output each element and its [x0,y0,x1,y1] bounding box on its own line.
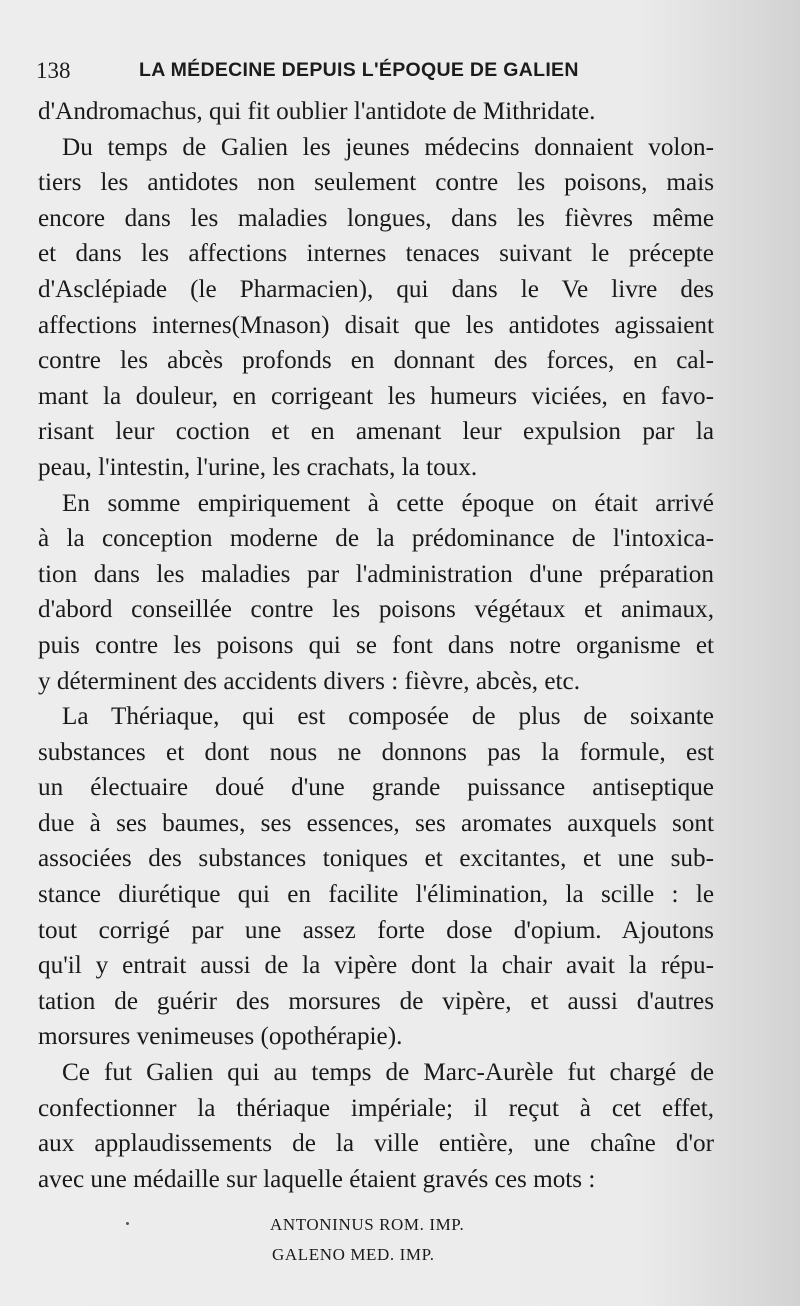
text-line: y déterminent des accidents divers : fièvre, abcès, etc. [38,667,580,695]
text-line: morsures venimeuses (opothérapie). [38,1023,403,1051]
inscription-line-2: GALENO MED. IMP. [272,1245,435,1264]
text-line: contre les abcès profonds en donnant des forces, en cal- [38,347,714,375]
text-line: d'abord conseillée contre les poisons végétaux et animaux, [38,596,714,624]
inscription-line-1: ANTONINUS ROM. IMP. [270,1215,465,1234]
text-line: puis contre les poisons qui se font dans notre organisme et [38,631,714,659]
page-header [36,58,736,88]
text-line: et dans les affections internes tenaces suivant le précepte [38,240,714,268]
paragraph [38,486,714,700]
text-line: un électuaire doué d'une grande puissance antiseptique [38,774,714,802]
text-line: d'Andromachus, qui fit oublier l'antidote de Mithridate. [38,98,596,125]
text-line: d'Asclépiade (le Pharmacien), qui dans le Ve livre des [38,275,714,303]
text-line: avec une médaille sur laquelle étaient gravés ces mots : [38,1165,596,1193]
text-line: mant la douleur, en corrigeant les humeurs viciées, en favo- [38,382,714,410]
text-line: encore dans les maladies longues, dans les fièvres même [38,204,714,232]
text-line: substances et dont nous ne donnons pas la formule, est [38,738,714,766]
text-line: Ce fut Galien qui au temps de Marc-Aurèle fut chargé de [62,1059,714,1087]
text-line: qu'il y entrait aussi de la vipère dont la chair avait la répu- [38,952,714,980]
text-line: stance diurétique qui en facilite l'élimination, la scille : le [38,881,714,909]
text-line: affections internes(Mnason) disait que les antidotes agissaient [38,311,714,339]
text-line: Du temps de Galien les jeunes médecins donnaient volon- [62,133,714,161]
text-line: risant leur coction et en amenant leur expulsion par la [38,418,714,446]
page-number: 138 [36,58,71,83]
paragraph [38,699,714,1055]
text-line: tation de guérir des morsures de vipère, et aussi d'autres [38,987,714,1015]
text-line: confectionner la thériaque impériale; il reçut à cet effet, [38,1094,714,1122]
body-text [38,94,714,1197]
text-line: associées des substances toniques et excitantes, et une sub- [38,845,714,873]
text-line: peau, l'intestin, l'urine, les crachats, la toux. [38,453,478,481]
text-line: tiers les antidotes non seulement contre les poisons, mais [38,169,714,197]
text-line: En somme empiriquement à cette époque on était arrivé [62,489,714,517]
running-title: LA MÉDECINE DEPUIS L'ÉPOQUE DE GALIEN [139,59,579,81]
text-line: aux applaudissements de la ville entière, une chaîne d'or [38,1130,714,1158]
paragraph [38,130,714,486]
text-line: due à ses baumes, ses essences, ses aromates auxquels sont [38,809,714,837]
text-line: tout corrigé par une assez forte dose d'opium. Ajoutons [38,916,714,944]
paragraph [38,1055,714,1197]
text-line: à la conception moderne de la prédominance de l'intoxica- [38,525,714,553]
paragraph [38,94,714,130]
text-line: tion dans les maladies par l'administration d'une préparation [38,560,714,588]
text-line: La Thériaque, qui est composée de plus de soixante [62,703,714,731]
ink-speck [126,1222,129,1225]
